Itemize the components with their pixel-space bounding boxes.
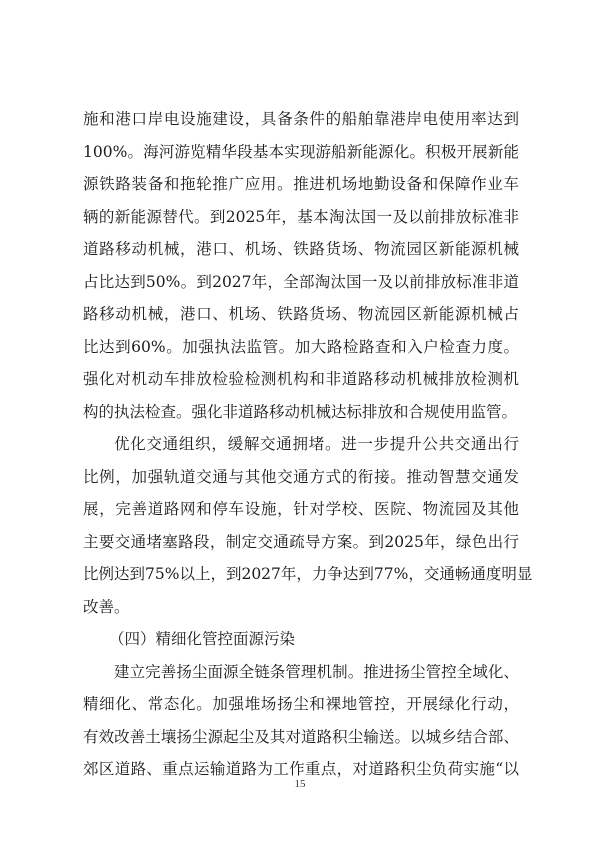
text-line: 郊区道路、重点运输道路为工作重点，对道路积尘负荷实施“以 — [83, 760, 519, 778]
text-line: 比例，加强轨道交通与其他交通方式的衔接。推动智慧交通发 — [83, 467, 519, 486]
paragraph-first-line: 建立完善扬尘面源全链条管理机制。推进扬尘管控全域化、 — [114, 662, 519, 681]
text-line: 改善。 — [83, 597, 130, 616]
text-line: 主要交通堵塞路段，制定交通疏导方案。到2025年，绿色出行 — [83, 532, 519, 551]
text-line: 源铁路装备和拖轮推广应用。推进机场地勤设备和保障作业车 — [83, 175, 519, 193]
text-line: 道路移动机械，港口、机场、铁路货场、物流园区新能源机械 — [83, 240, 519, 258]
text-line: 有效改善土壤扬尘源起尘及其对道路积尘输送。以城乡结合部、 — [83, 727, 519, 746]
text-line: 路移动机械，港口、机场、铁路货场、物流园区新能源机械占 — [83, 305, 519, 323]
text-line: 强化对机动车排放检验检测机构和非道路移动机械排放检测机 — [83, 370, 519, 388]
text-line: 占比达到50%。到2027年，全部淘汰国一及以前排放标准非道 — [83, 272, 519, 291]
text-line: 辆的新能源替代。到2025年，基本淘汰国一及以前排放标准非 — [83, 207, 519, 226]
text-line: 比例达到75%以上，到2027年，力争达到77%，交通畅通度明显 — [83, 565, 533, 583]
text-line: 100%。海河游览精华段基本实现游船新能源化。积极开展新能 — [83, 142, 519, 161]
text-line: 展，完善道路网和停车设施，针对学校、医院、物流园及其他 — [83, 500, 519, 518]
text-line: 比达到60%。加强执法监管。加大路检路查和入户检查力度。 — [83, 337, 519, 356]
text-line: 精细化、常态化。加强堆场扬尘和裸地管控，开展绿化行动， — [83, 695, 519, 713]
section-heading: （四）精细化管控面源污染 — [109, 630, 296, 648]
paragraph-first-line: 优化交通组织，缓解交通拥堵。进一步提升公共交通出行 — [114, 435, 519, 453]
text-line: 施和港口岸电设施建设，具备条件的船舶靠港岸电使用率达到 — [83, 110, 519, 128]
body-text — [83, 103, 533, 786]
text-line: 构的执法检查。强化非道路移动机械达标排放和合规使用监管。 — [83, 402, 518, 421]
page-number: 15 — [294, 778, 306, 790]
